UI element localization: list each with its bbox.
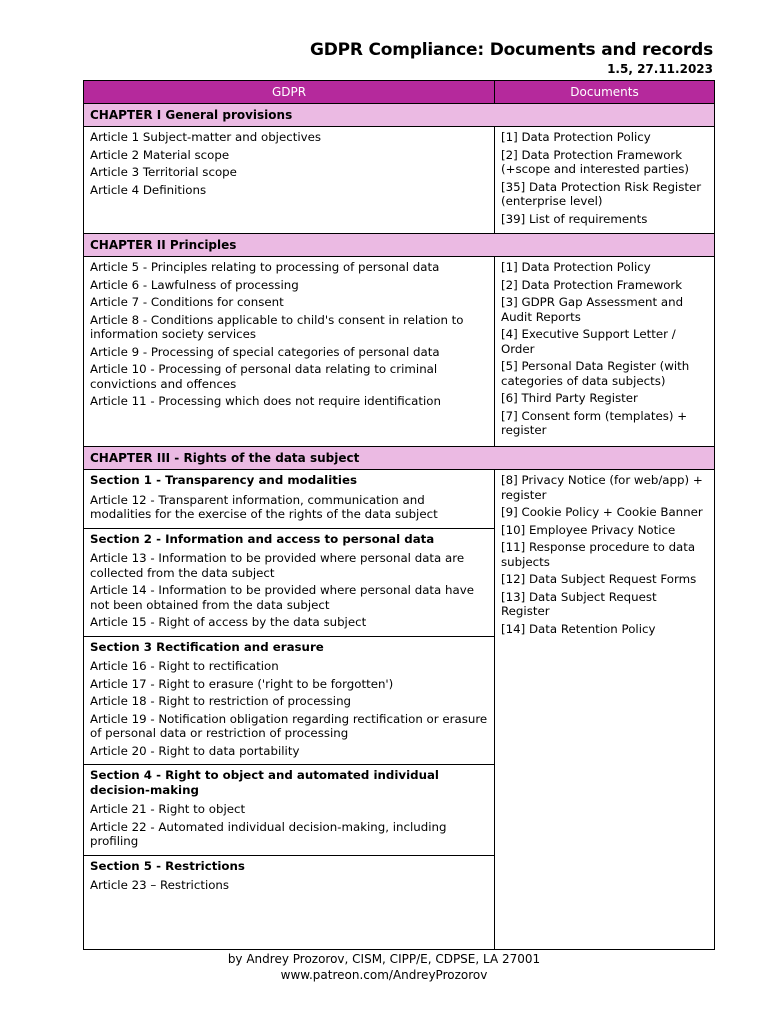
section-block	[84, 637, 494, 766]
section-block	[84, 765, 494, 856]
column-header-documents: Documents	[495, 81, 715, 104]
column-header-gdpr: GDPR	[84, 81, 495, 104]
chapter-heading: CHAPTER I General provisions	[84, 104, 715, 127]
article-item: Article 21 - Right to object	[90, 802, 246, 816]
document-item: [2] Data Protection Framework	[501, 277, 683, 292]
footer-author: by Andrey Prozorov, CISM, CIPP/E, CDPSE, LA 27001	[227, 952, 541, 966]
article-item: Article 20 - Right to data portability	[90, 743, 300, 758]
document-item: [8] Privacy Notice (for web/app) + register	[501, 473, 703, 502]
chapter-articles	[84, 127, 495, 234]
chapter-heading: CHAPTER II Principles	[84, 234, 715, 257]
article-item: Article 9 - Processing of special categories of personal data	[90, 344, 440, 359]
document-item: [2] Data Protection Framework (+scope and interested parties)	[501, 147, 690, 176]
section-block	[84, 856, 494, 899]
document-item: [4] Executive Support Letter / Order	[501, 327, 676, 356]
chapter-documents	[495, 257, 715, 447]
article-item: Article 4 Definitions	[90, 182, 207, 197]
document-item: [13] Data Subject Request Register	[501, 589, 657, 618]
document-item: [35] Data Protection Risk Register (enterprise level)	[501, 179, 702, 208]
article-item: Article 18 - Right to restriction of processing	[90, 694, 352, 708]
article-item: Article 8 - Conditions applicable to child's consent in relation to information society services	[90, 312, 464, 341]
article-item: Article 16 - Right to rectification	[90, 659, 279, 673]
document-item: [39] List of requirements	[501, 211, 648, 226]
section-heading: Section 4 - Right to object and automated individual decision-making	[90, 768, 439, 797]
article-item: Article 10 - Processing of personal data relating to criminal convictions and offences	[90, 362, 438, 391]
section-block	[84, 470, 494, 529]
article-item: Article 23 – Restrictions	[90, 878, 230, 892]
section-heading: Section 2 - Information and access to personal data	[90, 531, 435, 546]
chapter-documents	[495, 127, 715, 234]
article-item: Article 12 - Transparent information, communication and modalities for the exercise of the rights of the data subject	[90, 492, 438, 521]
document-item: [6] Third Party Register	[501, 391, 638, 405]
document-item: [9] Cookie Policy + Cookie Banner	[501, 505, 703, 519]
article-item: Article 22 - Automated individual decision-making, including profiling	[90, 819, 447, 848]
document-item: [7] Consent form (templates) + register	[501, 408, 688, 437]
section-block	[84, 529, 494, 637]
article-item: Article 19 - Notification obligation regarding rectification or erasure of personal data or restriction of processing	[90, 711, 488, 740]
document-item: [3] GDPR Gap Assessment and Audit Reports	[501, 295, 684, 324]
document-item: [10] Employee Privacy Notice	[501, 522, 676, 537]
article-item: Article 3 Territorial scope	[90, 165, 237, 179]
chapter-sections	[84, 470, 495, 950]
footer-url[interactable]: www.patreon.com/AndreyProzorov	[280, 968, 488, 982]
document-item: [1] Data Protection Policy	[501, 260, 651, 274]
article-item: Article 1 Subject-matter and objectives	[90, 130, 321, 144]
document-item: [5] Personal Data Register (with categories of data subjects)	[501, 359, 690, 388]
article-item: Article 5 - Principles relating to processing of personal data	[90, 260, 440, 274]
document-item: [14] Data Retention Policy	[501, 621, 656, 636]
chapter-heading: CHAPTER III - Rights of the data subject	[84, 447, 715, 470]
article-item: Article 6 - Lawfulness of processing	[90, 277, 299, 292]
article-item: Article 11 - Processing which does not require identification	[90, 394, 441, 408]
gdpr-documents-table	[83, 80, 715, 950]
chapter-articles	[84, 257, 495, 447]
document-item: [12] Data Subject Request Forms	[501, 572, 697, 586]
article-item: Article 17 - Right to erasure ('right to be forgotten')	[90, 676, 394, 691]
section-heading: Section 1 - Transparency and modalities	[90, 473, 357, 487]
article-item: Article 7 - Conditions for consent	[90, 295, 284, 309]
article-item: Article 2 Material scope	[90, 147, 230, 162]
document-item: [1] Data Protection Policy	[501, 130, 651, 144]
chapter-documents	[495, 470, 715, 950]
section-heading: Section 3 Rectification and erasure	[90, 639, 324, 654]
section-heading: Section 5 - Restrictions	[90, 858, 245, 873]
document-version: 1.5, 27.11.2023	[607, 62, 713, 76]
document-item: [11] Response procedure to data subjects	[501, 540, 696, 569]
article-item: Article 15 - Right of access by the data subject	[90, 615, 367, 629]
article-item: Article 13 - Information to be provided where personal data are collected from the data subject	[90, 551, 465, 580]
article-item: Article 14 - Information to be provided where personal data have not been obtained from the data subject	[90, 583, 474, 612]
document-title: GDPR Compliance: Documents and records	[309, 40, 713, 60]
